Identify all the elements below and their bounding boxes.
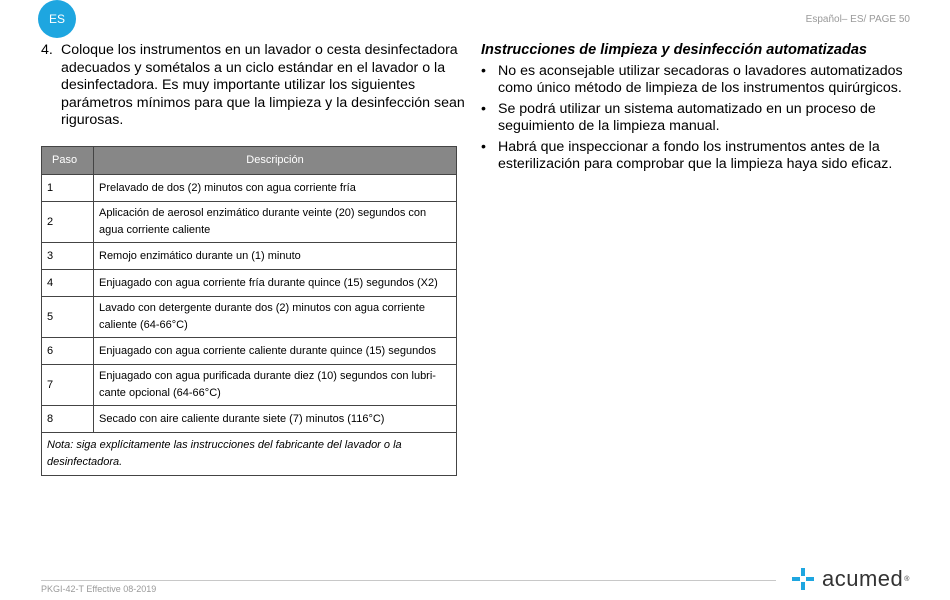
bullet-icon: • <box>481 139 486 155</box>
column-header-descripcion: Descripción <box>94 147 457 175</box>
step-number: 4. <box>41 42 53 58</box>
step-cell: 3 <box>42 243 94 270</box>
logo-registered-mark: ® <box>904 575 910 583</box>
step-cell: 7 <box>42 365 94 406</box>
acumed-logo <box>792 568 909 590</box>
page-label: Español– ES/ PAGE 50 <box>805 14 910 25</box>
step-4-paragraph <box>41 42 473 130</box>
description-cell: Remojo enzimático durante un (1) minuto <box>94 243 457 270</box>
plus-logo-icon <box>792 568 814 590</box>
automated-cleaning-section <box>481 42 921 177</box>
description-cell: Enjuagado con agua corriente caliente durante quince (15) segundos <box>94 338 457 365</box>
step-text: Coloque los instrumentos en un lavador o cesta desinfectadora adecuados y sométalos a un ciclo estándar en el lavador o la desinfectadora. Es muy importante utilizar los siguientes parámetros mínimos para que la limpieza y la desinfección sean rigurosas. <box>61 42 465 128</box>
table-row <box>42 365 457 406</box>
table-header-row <box>42 147 457 175</box>
column-header-paso: Paso <box>42 147 94 175</box>
list-item <box>481 101 921 135</box>
table-note: Nota: siga explícitamente las instrucciones del fabricante del lavador o la desinfectadora. <box>42 433 457 476</box>
list-item-text: Habrá que inspeccionar a fondo los instrumentos antes de la esterilización para comprobar que la limpieza haya sido eficaz. <box>498 139 893 172</box>
footer-divider <box>41 580 776 581</box>
step-cell: 6 <box>42 338 94 365</box>
list-item <box>481 139 921 173</box>
list-item-text: No es aconsejable utilizar secadoras o lavadores automatizados como único método de limpieza de los instrumentos quirúrgicos. <box>498 63 903 96</box>
bullet-list <box>481 63 921 173</box>
table-note-row <box>42 433 457 476</box>
section-heading: Instrucciones de limpieza y desinfección automatizadas <box>481 42 867 58</box>
logo-wordmark: acumed <box>822 566 904 591</box>
description-cell: Secado con aire caliente durante siete (7) minutos (116°C) <box>94 406 457 433</box>
list-item <box>481 63 921 97</box>
bullet-icon: • <box>481 63 486 79</box>
language-badge: ES <box>38 0 76 38</box>
table-row <box>42 175 457 202</box>
list-item-text: Se podrá utilizar un sistema automatizado en un proceso de seguimiento de la limpieza manual. <box>498 101 876 134</box>
bullet-icon: • <box>481 101 486 117</box>
step-cell: 1 <box>42 175 94 202</box>
table-row <box>42 297 457 338</box>
description-cell: Aplicación de aerosol enzimático durante veinte (20) segundos con agua corriente caliente <box>94 202 457 243</box>
step-cell: 2 <box>42 202 94 243</box>
description-cell: Lavado con detergente durante dos (2) minutos con agua corriente caliente (64-66°C) <box>94 297 457 338</box>
description-cell: Enjuagado con agua corriente fría durante quince (15) segundos (X2) <box>94 270 457 297</box>
table-row <box>42 270 457 297</box>
cleaning-steps-table <box>41 146 457 476</box>
table-row <box>42 406 457 433</box>
step-cell: 4 <box>42 270 94 297</box>
description-cell: Enjuagado con agua purificada durante diez (10) segundos con lubri-cante opcional (64-66°C) <box>94 365 457 406</box>
table-row <box>42 202 457 243</box>
description-cell: Prelavado de dos (2) minutos con agua corriente fría <box>94 175 457 202</box>
step-cell: 8 <box>42 406 94 433</box>
document-code: PKGI-42-T Effective 08-2019 <box>41 584 157 594</box>
table-row <box>42 338 457 365</box>
table-row <box>42 243 457 270</box>
step-cell: 5 <box>42 297 94 338</box>
